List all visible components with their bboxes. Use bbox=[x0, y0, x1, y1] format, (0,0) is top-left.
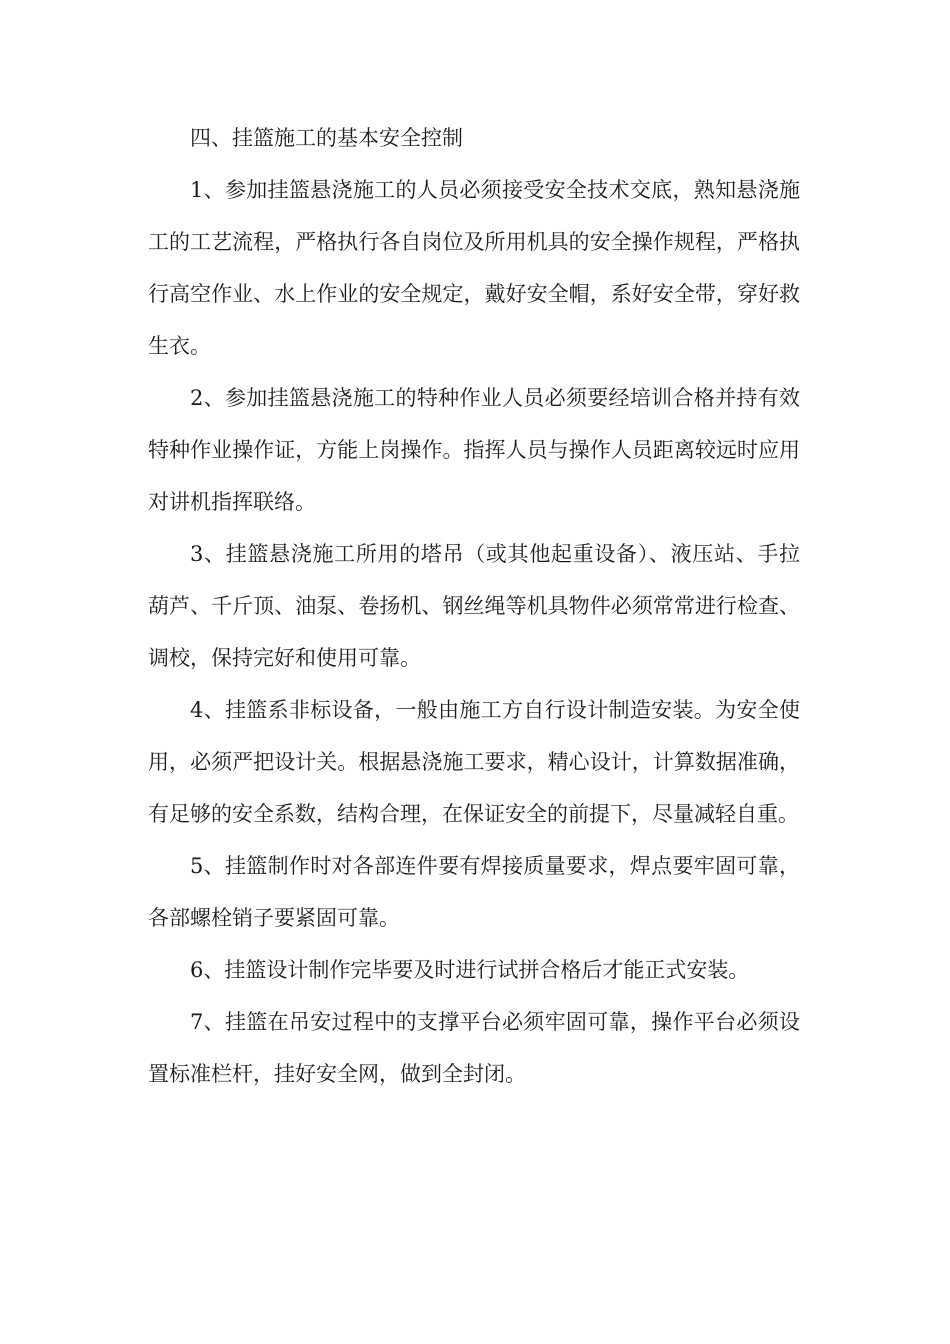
paragraph-3: 3、挂篮悬浇施工所用的塔吊（或其他起重设备）、液压站、手拉葫芦、千斤顶、油泵、卷扬机、钢丝绳等机具物件必须常常进行检查、调校，保持完好和使用可靠。 bbox=[148, 542, 800, 670]
section-heading: 四、挂篮施工的基本安全控制 bbox=[190, 126, 463, 150]
paragraph-4: 4、挂篮系非标设备，一般由施工方自行设计制造安装。为安全使用，必须严把设计关。根据悬浇施工要求，精心设计，计算数据准确，有足够的安全系数，结构合理，在保证安全的前提下，尽量减轻自重。 bbox=[148, 698, 800, 826]
paragraph-1: 1、参加挂篮悬浇施工的人员必须接受安全技术交底，熟知悬浇施工的工艺流程，严格执行各自岗位及所用机具的安全操作规程，严格执行高空作业、水上作业的安全规定，戴好安全帽，系好安全带，穿好救生衣。 bbox=[148, 178, 800, 358]
document-body bbox=[148, 112, 800, 1100]
paragraph-7: 7、挂篮在吊安过程中的支撑平台必须牢固可靠，操作平台必须设置标准栏杆，挂好安全网，做到全封闭。 bbox=[148, 1010, 800, 1086]
paragraph-6: 6、挂篮设计制作完毕要及时进行试拼合格后才能正式安装。 bbox=[190, 958, 750, 982]
paragraph-2: 2、参加挂篮悬浇施工的特种作业人员必须要经培训合格并持有效特种作业操作证，方能上岗操作。指挥人员与操作人员距离较远时应用对讲机指挥联络。 bbox=[148, 386, 800, 514]
paragraph-5: 5、挂篮制作时对各部连件要有焊接质量要求，焊点要牢固可靠，各部螺栓销子要紧固可靠。 bbox=[148, 854, 800, 930]
